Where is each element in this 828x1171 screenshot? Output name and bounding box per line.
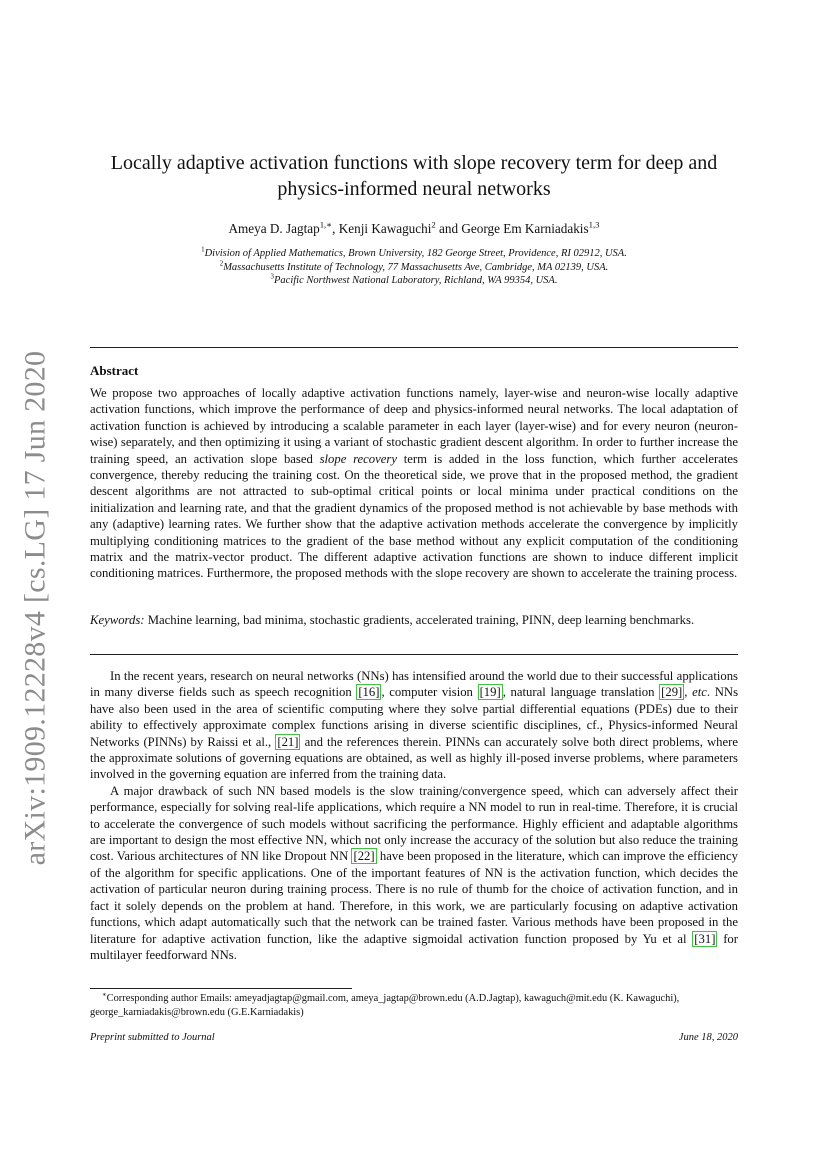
paragraph-2-text: A major drawback of such NN based models is the slow training/convergence speed, which can adversely affect their performance, especially for solving real-life applications, which require a NN model to run in real-time. Therefore, it is crucial to accelerate the convergence of such models without sacrificing the performance. Highly efficient and adaptable algorithms are important to design the most effective NN, which not only increase the accuracy of the solution but also reduce the training cost. Various architectures of NN like Dropout NN bbox=[90, 783, 738, 864]
abstract-heading: Abstract bbox=[90, 363, 139, 378]
author-list bbox=[90, 220, 738, 238]
introduction-body bbox=[90, 668, 738, 963]
corresponding-author-footnote bbox=[90, 992, 738, 1020]
paragraph-2 bbox=[90, 783, 738, 963]
affiliation-1-text: Division of Applied Mathematics, Brown University, 182 George Street, Providence, RI 02912, USA. bbox=[204, 248, 627, 259]
abstract-body bbox=[90, 385, 738, 582]
paragraph-1-text: , computer vision bbox=[381, 685, 478, 700]
abstract-emphasis: slope recovery bbox=[319, 451, 397, 466]
paragraph-2-text: have been proposed in the literature, which can improve the efficiency of the algorithm for specific applications. One of the important features of NN is the activation function, which decides the activation of particular neuron during training process. There is no rule of thumb for the choice of activation function, and in fact it solely depends on the problem at hand. Therefore, in this work, we are particularly focusing on adaptive activation functions, which adapt automatically such that the network can be trained faster. Various methods have been proposed in the literature for adaptive activation function, like the adaptive sigmoidal activation function proposed by Yu et al bbox=[90, 849, 738, 946]
author-3: George Em Karniadakis bbox=[461, 221, 589, 236]
abstract-top-rule bbox=[90, 347, 738, 348]
paragraph-1-text: , natural language translation bbox=[502, 685, 660, 700]
author-1: Ameya D. Jagtap bbox=[228, 221, 320, 236]
author-separator-2: and bbox=[435, 221, 462, 236]
keywords-label: Keywords: bbox=[90, 613, 145, 627]
citation-link[interactable]: [22] bbox=[353, 849, 375, 864]
author-3-affil-mark: 1,3 bbox=[588, 219, 600, 230]
citation-link[interactable]: [21] bbox=[277, 734, 299, 749]
arxiv-identifier-stamp bbox=[16, 350, 54, 865]
affiliation-2-number: 2 bbox=[219, 260, 224, 267]
abstract-bottom-rule bbox=[90, 654, 738, 655]
paragraph-1-text: and the references therein. PINNs can accurately solve both direct problems, where the approximate solutions of governing equations are obtained, as well as highly ill-posed inverse problems, where parameters involved in the governing equation are inferred from the training data. bbox=[90, 734, 738, 782]
paragraph-1-emphasis: etc bbox=[692, 685, 707, 700]
footnote-rule bbox=[90, 988, 352, 989]
title-line-2: physics-informed neural networks bbox=[277, 178, 551, 200]
arxiv-identifier-text: arXiv:1909.12228v4 [cs.LG] 17 Jun 2020 bbox=[18, 350, 51, 865]
keywords-text: Machine learning, bad minima, stochastic gradients, accelerated training, PINN, deep learning benchmarks. bbox=[144, 613, 695, 627]
affiliation-2-text: Massachusetts Institute of Technology, 77 Massachusetts Ave, Cambridge, MA 02139, USA. bbox=[223, 261, 609, 273]
paragraph-1 bbox=[90, 668, 738, 783]
abstract-text-part-2: term is added in the loss function, which further accelerates convergence, thereby reducing the training cost. On the theoretical side, we prove that in the proposed method, the gradient descent algorithms are not attracted to sub-optimal critical points or local minima under practical conditions on the initialization and learning rate, and that the gradient dynamics of the proposed method is not achievable by base methods with any (adaptive) learning rates. We further show that the adaptive activation methods accelerate the convergence by implicitly multiplying conditioning matrices to the gradient of the base method without any explicit computation of the conditioning matrix and the matrix-vector product. The different adaptive activation functions are shown to induce different implicit conditioning matrices. Furthermore, the proposed methods with the slope recovery are shown to accelerate the training process. bbox=[90, 451, 738, 581]
footnote-mark: ∗ bbox=[102, 991, 107, 999]
affiliation-3-text: Pacific Northwest National Laboratory, Richland, WA 99354, USA. bbox=[274, 275, 558, 286]
affiliation-3-number: 3 bbox=[270, 273, 274, 281]
footnote-text: Corresponding author Emails: ameyadjagtap@gmail.com, ameya_jagtap@brown.edu (A.D.Jagtap), kawaguch@mit.edu (K. Kawaguchi), george_karniadakis@brown.edu (G.E.Karniadakis) bbox=[90, 993, 680, 1018]
abstract-text-part-1: We propose two approaches of locally adaptive activation functions namely, layer-wise and neuron-wise locally adaptive activation functions, which improve the performance of deep and physics-informed neural networks. The local adaptation of activation function is achieved by introducing a scalable parameter in each layer (layer-wise) and for every neuron (neuron-wise) separately, and then optimizing it using a variant of stochastic gradient descent algorithm. In order to further increase the training speed, an activation slope based bbox=[90, 386, 738, 466]
author-2-affil-mark: 2 bbox=[431, 219, 436, 230]
author-separator-1: , bbox=[332, 221, 339, 236]
citation-link[interactable]: [29] bbox=[661, 685, 683, 700]
preprint-note: Preprint submitted to Journal bbox=[90, 1032, 215, 1043]
citation-link[interactable]: [31] bbox=[694, 931, 716, 946]
paragraph-2-text: for multilayer feedforward NNs. bbox=[90, 931, 738, 962]
citation-link[interactable]: [19] bbox=[479, 685, 501, 700]
paragraph-1-text: , bbox=[684, 685, 693, 700]
affiliation-list bbox=[90, 247, 738, 288]
affiliation-1 bbox=[90, 247, 738, 261]
title-line-1: Locally adaptive activation functions with slope recovery term for deep and bbox=[110, 152, 718, 174]
paragraph-1-text: In the recent years, research on neural networks (NNs) has intensified around the world due to their successful applications in many diverse fields such as speech recognition bbox=[90, 669, 738, 700]
author-1-affil-mark: 1,∗ bbox=[319, 219, 333, 230]
affiliation-3 bbox=[90, 274, 738, 288]
paragraph-1-text: . NNs have also been used in the area of scientific computing where they solve partial differential equations (PDEs) due to their ability to effectively approximate complex functions arising in diverse scientific disciplines, cf., Physics-informed Neural Networks (PINNs) by Raissi et al., bbox=[90, 685, 739, 749]
keywords-section bbox=[90, 612, 738, 628]
paper-title bbox=[90, 150, 738, 202]
affiliation-2 bbox=[90, 261, 738, 275]
author-2: Kenji Kawaguchi bbox=[338, 221, 432, 236]
citation-link[interactable]: [16] bbox=[358, 685, 380, 700]
submission-date: June 18, 2020 bbox=[678, 1032, 738, 1043]
affiliation-1-number: 1 bbox=[201, 246, 205, 254]
